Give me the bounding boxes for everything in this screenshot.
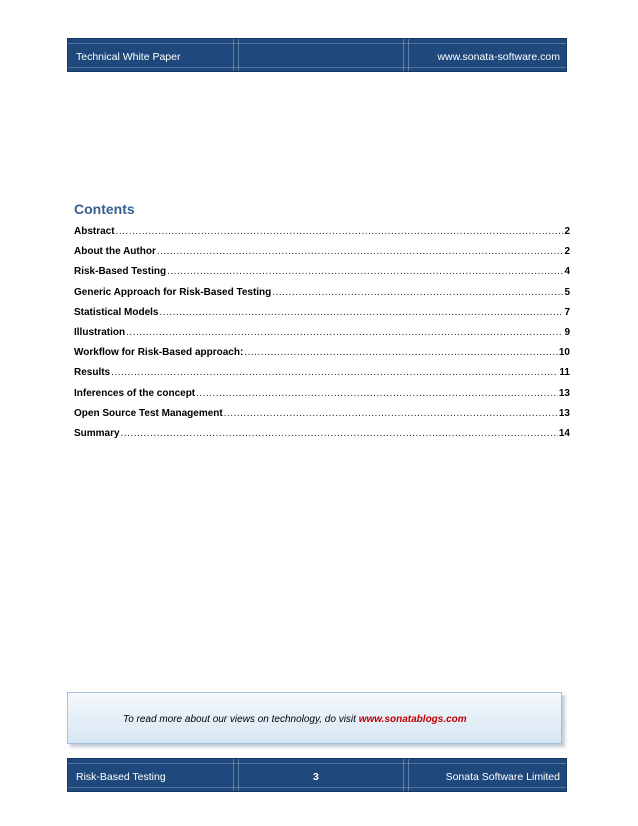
footer-page-number: 3 [313,771,319,783]
footer-doc-title: Risk-Based Testing [76,771,166,783]
toc-leader-dots [272,287,563,298]
toc-entry-page: 9 [564,327,570,338]
footer-band [67,758,567,792]
toc-entry[interactable] [74,226,570,239]
toc-leader-dots [167,266,563,277]
toc-entry-page: 2 [564,226,570,237]
toc-leader-dots [126,327,563,338]
footer-company: Sonata Software Limited [445,771,560,783]
toc-entry-label: Illustration [74,327,126,338]
promo-text: To read more about our views on technology, do visit [123,714,359,725]
toc-entry-label: Risk-Based Testing [74,266,167,278]
toc-leader-dots [224,408,558,419]
toc-entry-label: About the Author [74,246,156,258]
band-rule [68,67,566,68]
header-title: Technical White Paper [76,51,181,63]
toc-leader-dots [244,347,558,358]
promo-message [123,714,467,725]
promo-link[interactable]: www.sonatablogs.com [358,714,467,725]
toc-entry-label: Generic Approach for Risk-Based Testing [74,286,272,298]
toc-entry[interactable] [74,287,570,300]
toc-entry-page: 13 [558,407,570,419]
toc-entry-page: 7 [564,306,570,318]
toc-entry[interactable] [74,428,570,441]
toc-entry[interactable] [74,388,570,401]
toc-entry-page: 2 [564,246,570,258]
toc-entry-page: 10 [558,347,570,359]
toc-entry-label: Inferences of the concept [74,387,196,399]
toc-entry-label: Abstract [74,226,115,237]
toc-entry-label: Open Source Test Management [74,407,223,419]
toc-entry-label: Results [74,367,111,379]
toc-entry-page: 5 [564,286,570,298]
toc-entry-page: 13 [558,387,570,399]
band-rule [68,43,566,44]
toc-entry-page: 4 [564,266,570,278]
toc-entry[interactable] [74,408,570,421]
toc-entry[interactable] [74,327,570,340]
toc-leader-dots [159,307,563,318]
band-rule [68,787,566,788]
toc-entry-label: Summary [74,428,120,439]
toc-entry-page: 11 [559,367,570,379]
toc-entry[interactable] [74,246,570,259]
header-website[interactable]: www.sonata-software.com [437,51,560,63]
toc-entry[interactable] [74,266,570,279]
band-rule [68,763,566,764]
toc-entry-page: 14 [558,428,570,439]
toc-leader-dots [196,388,558,399]
header-band [67,38,567,72]
toc-entry[interactable] [74,307,570,320]
toc-leader-dots [116,226,564,237]
toc-entry[interactable] [74,347,570,360]
contents-heading: Contents [74,201,135,217]
toc-leader-dots [111,367,558,378]
toc-entry-label: Workflow for Risk-Based approach: [74,347,244,359]
toc-leader-dots [121,428,558,439]
toc-entry-label: Statistical Models [74,306,159,318]
promo-box [67,692,562,744]
toc-leader-dots [157,246,564,257]
toc-entry[interactable] [74,367,570,380]
